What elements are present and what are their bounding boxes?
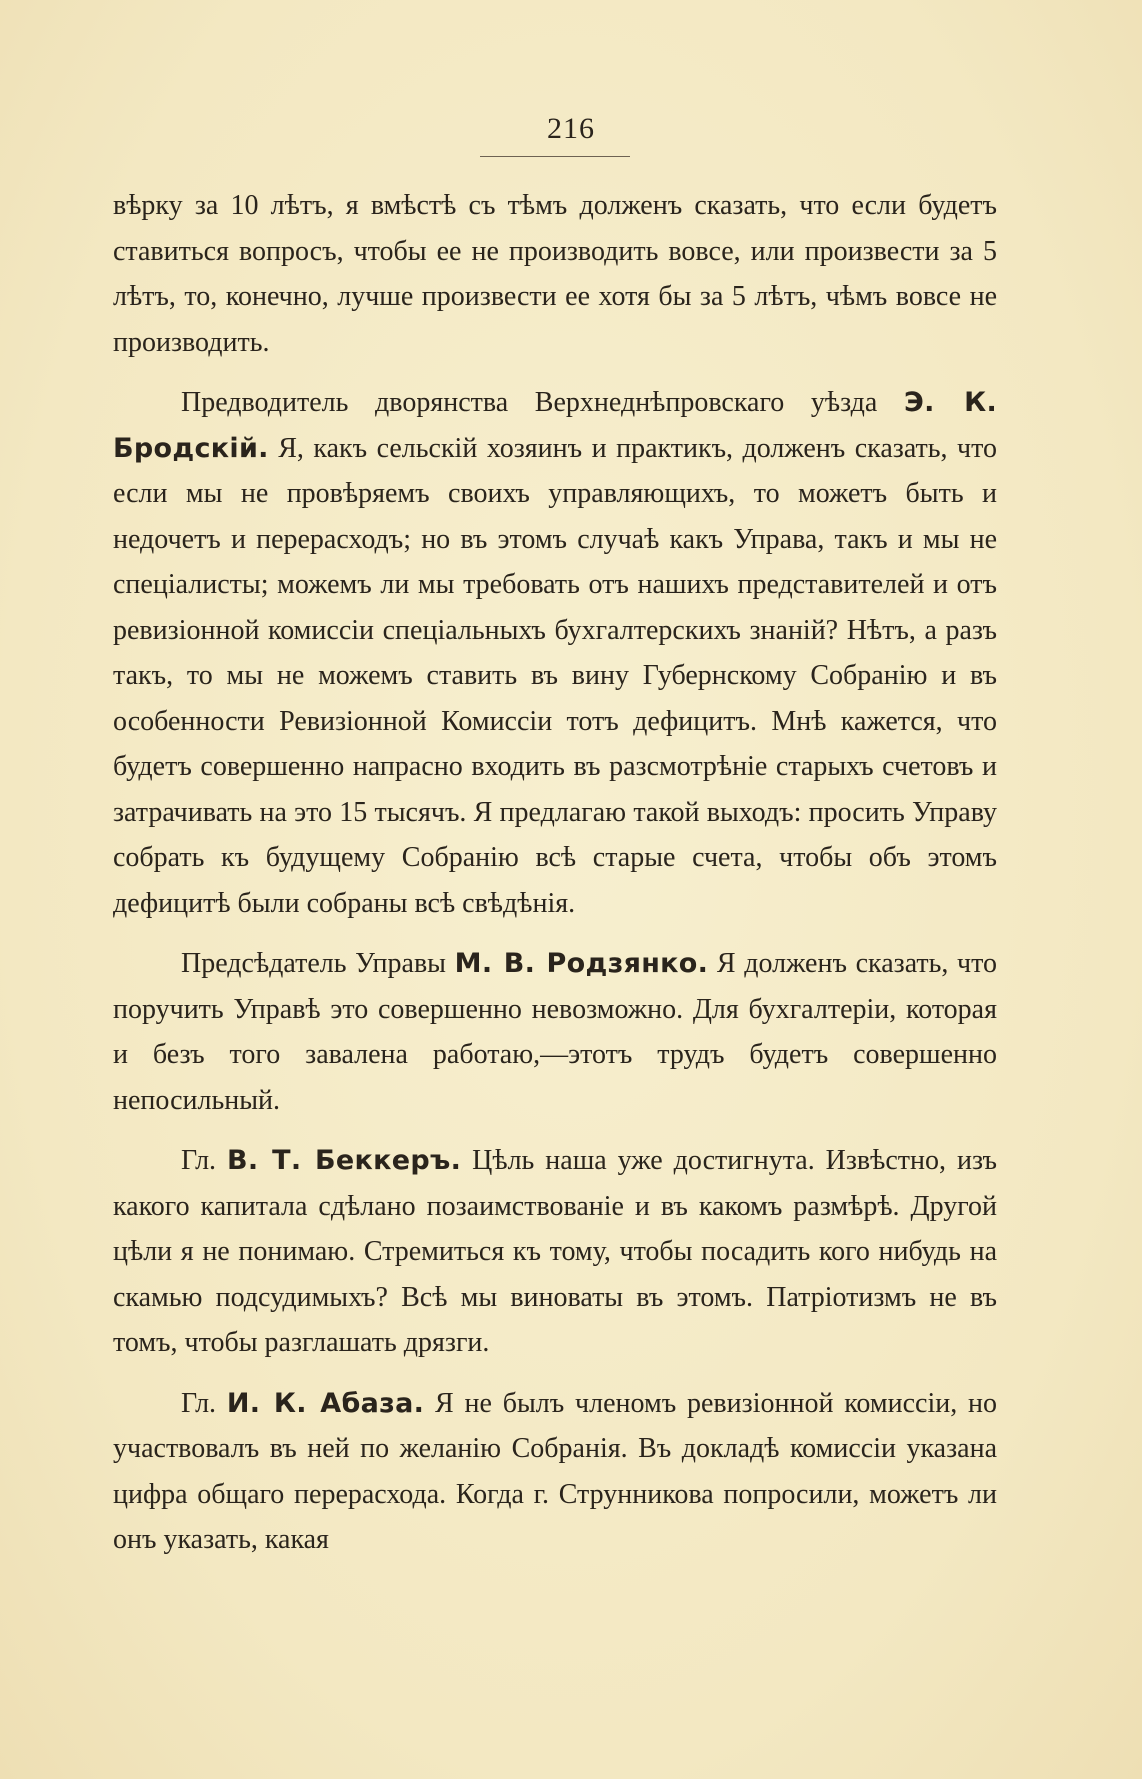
paragraph-brodsky (113, 380, 997, 926)
speaker-intro: Гл. (181, 1145, 217, 1176)
speaker-intro: Предводитель дворянства Верхнеднѣпровскаго уѣзда (181, 387, 878, 418)
paragraph-continuation (113, 183, 997, 365)
paragraph-bekker (113, 1138, 997, 1366)
paragraph-text: Я, какъ сельскій хозяинъ и практикъ, долженъ сказать, что если мы не провѣряемъ своихъ управляющихъ, то можетъ быть и недочетъ и перерасходъ; но въ этомъ случаѣ какъ Управа, такъ и мы не спеціалисты; можемъ ли мы требовать отъ нашихъ представителей и отъ ревизіонной комиссіи спеціальныхъ бухгалтерскихъ знаній? Нѣтъ, а разъ такъ, то мы не можемъ ставить въ вину Губернскому Собранію и въ особенности Ревизіонной Комиссіи тотъ дефицитъ. Мнѣ кажется, что будетъ совершенно напрасно входить въ разсмотрѣніе старыхъ счетовъ и затрачивать на это 15 тысячъ. Я предлагаю такой выходъ: просить Управу собрать къ будущему Собранію всѣ старые счета, чтобы объ этомъ дефицитѣ были собраны всѣ свѣдѣнія. (113, 432, 998, 919)
page-number-rule (480, 156, 630, 157)
speaker-name: Э. К. Бродскій. (113, 387, 997, 464)
paragraph-text: Я долженъ сказать, что поручить Управѣ это совершенно невозможно. Для бухгалтеріи, которая и безъ того завалена работаю,—этотъ трудъ будетъ совершенно непосильный. (113, 948, 998, 1116)
paragraph-abaza (113, 1381, 997, 1563)
speaker-name: И. К. Абаза. (226, 1387, 425, 1419)
paragraph-text: вѣрку за 10 лѣтъ, я вмѣстѣ съ тѣмъ долженъ сказать, что если будетъ ставиться вопросъ, чтобы ее не производить вовсе, или произвести за 5 лѣтъ, то, конечно, лучше произвести ее хотя бы за 5 лѣтъ, чѣмъ вовсе не производить. (113, 190, 997, 358)
speaker-intro: Предсѣдатель Управы (181, 948, 446, 979)
page-number: 216 (547, 112, 595, 145)
speaker-name: М. В. Родзянко. (454, 948, 709, 979)
paragraph-rodzyanko (113, 941, 997, 1123)
speaker-intro: Гл. (181, 1387, 217, 1419)
body-text (113, 183, 997, 1578)
paragraph-text: Цѣль наша уже достигнута. Извѣстно, изъ какого капитала сдѣлано позаимствованіе и въ какомъ размѣрѣ. Другой цѣли я не понимаю. Стремиться къ тому, чтобы посадить кого нибудь на скамью подсудимыхъ? Всѣ мы виноваты въ этомъ. Патріотизмъ не въ томъ, чтобы разглашать дрязги. (113, 1145, 998, 1358)
paragraph-text: Я не былъ членомъ ревизіонной комиссіи, но участвовалъ въ ней по желанію Собранія. Въ докладѣ комиссіи указана цифра общаго перерасхода. Когда г. Струнникова попросили, можетъ ли онъ указать, какая (113, 1387, 998, 1555)
speaker-name: В. Т. Беккеръ. (227, 1145, 462, 1176)
